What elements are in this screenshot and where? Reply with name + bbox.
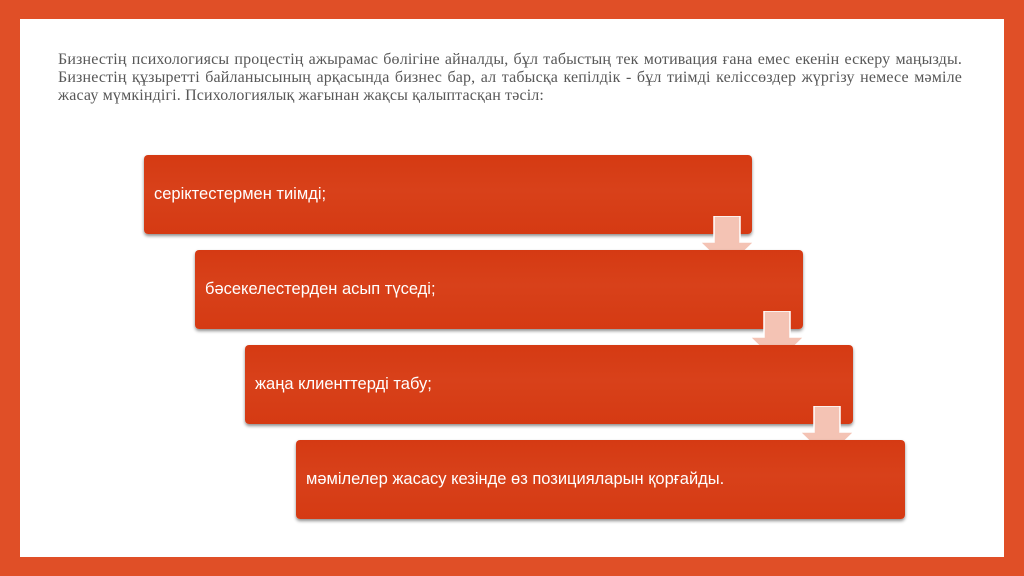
step-1-box <box>144 155 752 234</box>
step-1-label: серіктестермен тиімді; <box>154 185 327 203</box>
step-3-label: жаңа клиенттерді табу; <box>255 375 432 393</box>
step-4-label: мәмілелер жасасу кезінде өз позицияларын қорғайды. <box>306 470 725 488</box>
step-4-box <box>296 440 905 519</box>
step-3-box <box>245 345 853 424</box>
step-2-box <box>195 250 803 329</box>
intro-paragraph: Бизнестің психологиясы процестің ажырамас бөлігіне айналды, бұл табыстың тек мотивация ғана емес екенін ескеру маңызды. Бизнестің құзыретті байланысының арқасында бизнес бар, ал табысқа кепілдік - бұл тиімді келіссөздер жүргізу немесе мәміле жасау мүмкіндігі. Психологиялық жағынан жақсы қалыптасқан тәсіл: <box>58 51 962 104</box>
slide-canvas <box>20 19 1004 557</box>
step-2-label: бәсекелестерден асып түседі; <box>205 280 436 298</box>
